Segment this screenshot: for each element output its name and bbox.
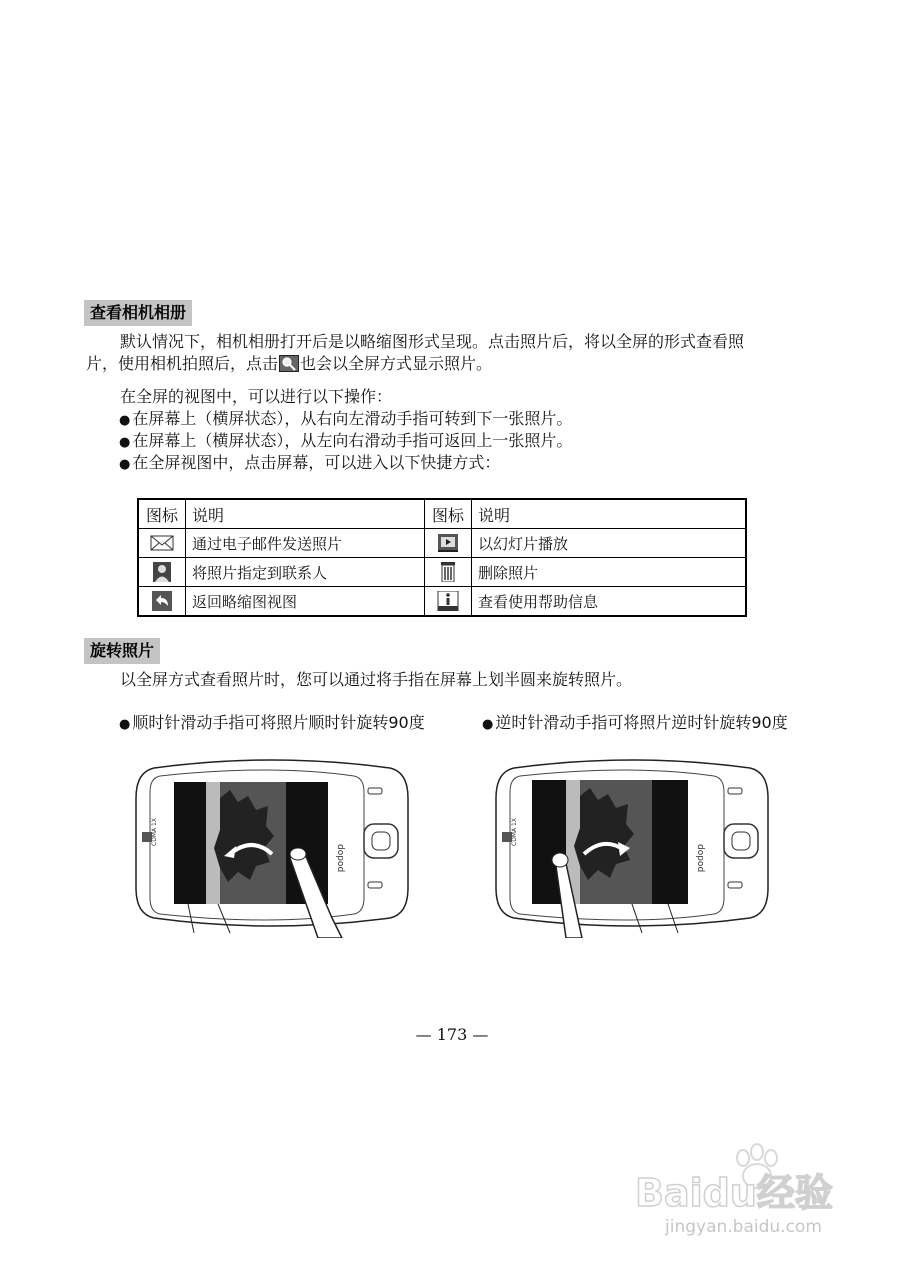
bullet-shortcuts: ● 在全屏视图中，点击屏幕，可以进入以下快捷方式：: [119, 452, 500, 476]
model-label: CDMA 1X: [511, 818, 518, 846]
bullet-clockwise: ● 顺时针滑动手指可将照片顺时针旋转90度: [119, 712, 425, 736]
info-icon: [435, 591, 461, 611]
model-label: CDMA 1X: [151, 818, 158, 846]
contact-icon: [149, 562, 175, 582]
shortcut-table: [137, 498, 747, 617]
table-cell-desc: 返回略缩图视图: [186, 587, 425, 617]
header-icon-2: 图标: [425, 499, 472, 529]
table-cell-icon: [138, 529, 186, 558]
intro-line-2: [86, 353, 492, 375]
header-desc-2: 说明: [472, 499, 747, 529]
table-header-row: [138, 499, 746, 529]
table-cell-desc: 将照片指定到联系人: [186, 558, 425, 587]
table-cell-icon: [138, 587, 186, 617]
intro-line-2b: 也会以全屏方式显示照片。: [300, 354, 493, 373]
section-heading-rotate: 旋转照片: [84, 638, 160, 664]
baidu-watermark: [625, 1140, 875, 1240]
bullet-counterclockwise: ● 逆时针滑动手指可将照片逆时针旋转90度: [482, 712, 788, 736]
table-cell-icon: [425, 587, 472, 617]
intro-line-2a: 片，使用相机拍照后，点击: [86, 354, 279, 373]
intro-line-1: 默认情况下，相机相册打开后是以略缩图形式呈现。点击照片后，将以全屏的形式查看照: [120, 332, 745, 351]
rotate-intro: 以全屏方式查看照片时，您可以通过将手指在屏幕上划半圆来旋转照片。: [120, 670, 633, 689]
header-icon-1: 图标: [138, 499, 186, 529]
table-cell-desc: 删除照片: [472, 558, 747, 587]
phone-illustration-counterclockwise: [492, 758, 772, 938]
table-cell-icon: [425, 558, 472, 587]
table-row: [138, 529, 746, 558]
watermark-url: jingyan.baidu.com: [665, 1217, 822, 1237]
zoom-icon: [279, 355, 299, 372]
phone-illustration-clockwise: [132, 758, 412, 938]
bullet-prev-photo: ● 在屏幕上（横屏状态），从左向右滑动手指可返回上一张照片。: [119, 430, 572, 454]
trash-icon: [435, 562, 461, 582]
table-cell-desc: 通过电子邮件发送照片: [186, 529, 425, 558]
table-row: [138, 587, 746, 617]
brand-label: dopod: [335, 844, 345, 873]
operations-intro: 在全屏的视图中，可以进行以下操作：: [120, 387, 393, 406]
table-cell-desc: 以幻灯片播放: [472, 529, 747, 558]
email-icon: [149, 533, 175, 553]
table-cell-icon: [425, 529, 472, 558]
table-cell-icon: [138, 558, 186, 587]
table-cell-desc: 查看使用帮助信息: [472, 587, 747, 617]
bullet-next-photo: ● 在屏幕上（横屏状态），从右向左滑动手指可转到下一张照片。: [119, 408, 572, 432]
table-row: [138, 558, 746, 587]
watermark-brand: Baidu经验: [635, 1171, 833, 1215]
header-desc-1: 说明: [186, 499, 425, 529]
page-number: — 173 —: [415, 1025, 489, 1044]
slideshow-icon: [435, 533, 461, 553]
brand-label: dopod: [695, 844, 705, 873]
back-arrow-icon: [149, 591, 175, 611]
section-heading-camera-album: 查看相机相册: [84, 300, 192, 326]
